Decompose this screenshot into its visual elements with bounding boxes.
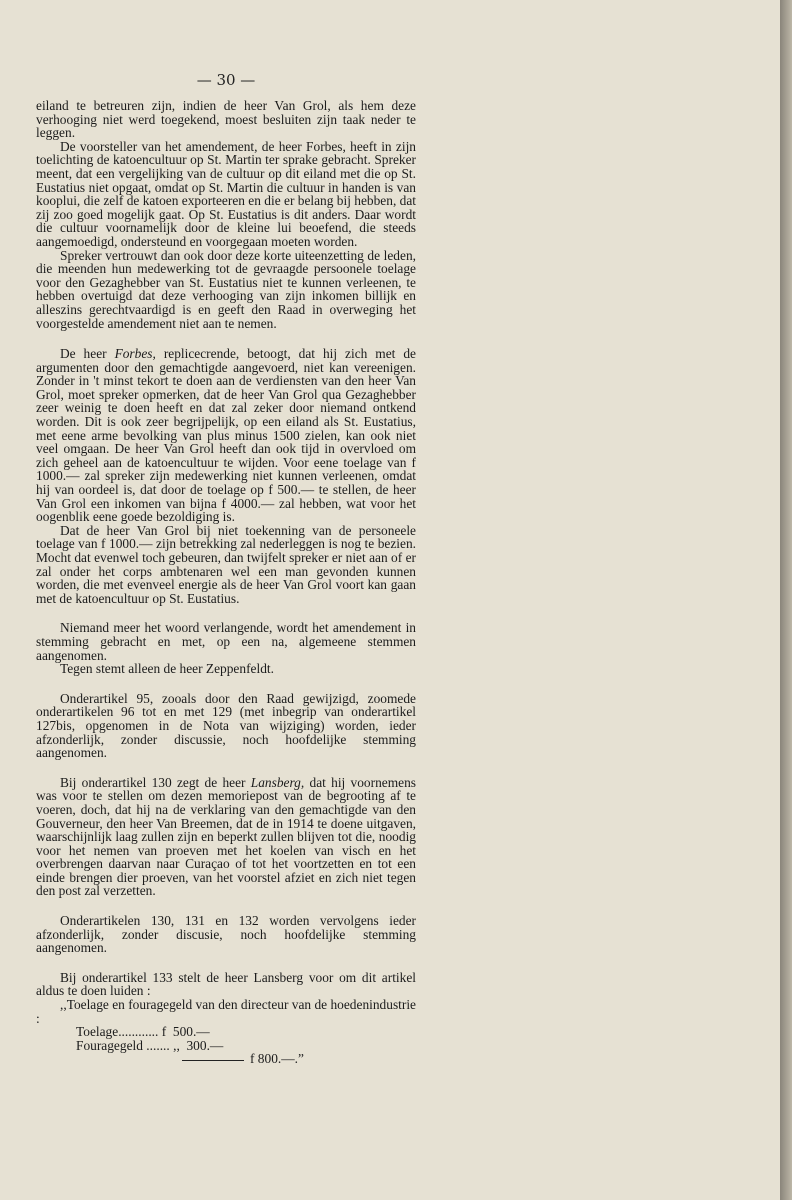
fourage-dots: ....... bbox=[146, 1037, 170, 1053]
fourage-row bbox=[36, 1039, 416, 1053]
speaker-name: Forbes, bbox=[114, 346, 156, 362]
sum-rule bbox=[182, 1060, 244, 1061]
paragraph: De voorsteller van het amendement, de heer Forbes, heeft in zijn toelichting de katoencultuur op St. Martin ter sprake gebracht. Spreker meent, dat een vergelijking van de cultuur op dit eiland met die op St. Eustatius niet opgaat, omdat op St. Martin die cultuur in handen is van kooplui, die zelf de katoen exporteeren en die er belang bij hebben, dat zij zoo goed mogelijk gaat. Op St. Eustatius is dit anders. Daar wordt die cultuur voornamelijk door de kleine lui beoefend, die steeds aangemoedigd, ondersteund en voorgegaan moeten worden. bbox=[36, 138, 416, 249]
paragraph: Niemand meer het woord verlangende, wordt het amendement in stemming gebracht en met, op een na, algemeene stemmen aangenomen. bbox=[36, 620, 416, 663]
page-number: — 30 — bbox=[196, 71, 256, 89]
paragraph-text: dat hij voornemens was voor te stellen om dezen memoriepost van de begrooting af te voeren, doch, dat hij na de verklaring van den gemachtigde van den Gouverneur, den heer Van Breemen, dat de in 1914 te doene uitgaven, waarschijnlijk laag zullen zijn en beperkt zullen blijven tot die, noodig voor het nemen van proeven met het koelen van visch en het overbrengen daarvan naar Curaçao of tot het voortzetten en tot een einde brengen dier proeven, van het voorstel afziet en zich niet tegen den post zal verzetten. bbox=[36, 774, 416, 899]
paragraph: Dat de heer Van Grol bij niet toekenning van de personeele toelage van f 1000.— zijn betrekking zal nederleggen is nog te bezien. Mocht dat evenwel toch gebeuren, dan twijfelt spreker er niet aan of er zal onder het corps ambtenaren wel een man gevonden kunnen worden, die met evenveel energie als de heer Van Grol voort kan gaan met de katoencultuur op St. Eustatius. bbox=[36, 522, 416, 606]
article-ref: Bij onderartikel 130 bbox=[60, 774, 172, 790]
toelage-dots: ............ bbox=[118, 1024, 159, 1040]
paragraph bbox=[36, 347, 416, 524]
fourage-value: ,, 300.— bbox=[173, 1037, 224, 1053]
speaker-name: Lansberg, bbox=[250, 774, 305, 790]
toelage-row bbox=[36, 1025, 416, 1039]
toelage-value: f 500.— bbox=[161, 1024, 210, 1040]
paragraph-text: zegt de heer bbox=[176, 774, 246, 790]
paragraph: Bij onderartikel 133 stelt de heer Lansberg voor om dit artikel aldus te doen luiden : bbox=[36, 969, 416, 999]
paragraph bbox=[36, 776, 416, 898]
toelage-label: Toelage bbox=[76, 1024, 119, 1040]
paragraph: ,,Toelage en fouragegeld van den directeur van de hoedenindustrie : bbox=[36, 997, 416, 1026]
book-spine bbox=[780, 0, 792, 1200]
paragraph-text: replicecrende, betoogt, dat hij zich met de argumenten door den gemachtigde aangevoerd, niet kan vereenigen. Zonder in 't minst tekort te doen aan de verdiensten van den heer Van Grol, moet spreker opmerken, dat de heer Van Grol qua Gezaghebber zeer weinig te doen heeft en dat zal zeker door niemand ontkend worden. Dit is ook zeer begrijpelijk, op een eiland als St. Eustatius, met eene arme bevolking van plus minus 1500 zielen, kan ook niet veel omgaan. De heer Van Grol heeft dan ook tijd in overvloed om zich geheel aan de katoencultuur te wijden. Voor eene toelage van f 1000.— zal spreker zijn medewerking niet kunnen verleenen, omdat hij van oordeel is, dat door de toelage op f 500.— te stellen, de heer Van Grol een inkomen van bijna f 4000.— zal hebben, wat voor het oogenblik eene goede bezoldiging is. bbox=[36, 346, 416, 525]
body-text bbox=[36, 99, 416, 1066]
paragraph: Onderartikel 95, zooals door den Raad gewijzigd, zoomede onderartikelen 96 tot en met 129 (met inbegrip van onderartikel 127bis, opgenomen in de Nota van wijziging) worden, ieder afzonderlijk, zonder discussie, noch hoofdelijke stemming aangenomen. bbox=[36, 690, 416, 761]
paragraph: Tegen stemt alleen de heer Zeppenfeldt. bbox=[60, 661, 274, 677]
total-value: f 800.—.” bbox=[250, 1051, 304, 1067]
total-row bbox=[36, 1052, 416, 1066]
paragraph: Onderartikelen 130, 131 en 132 worden vervolgens ieder afzonderlijk, zonder discusie, noch hoofdelijke stemming aangenomen. bbox=[36, 913, 416, 956]
speaker-prefix: De heer bbox=[60, 346, 107, 362]
paragraph: Spreker vertrouwt dan ook door deze korte uiteenzetting de leden, die meenden hun medewerking tot de gevraagde persoonele toelage voor den Gezaghebber van St. Eustatius niet te kunnen verleenen, te hebben overtuigd dat deze verhooging van zijn inkomen billijk en alleszins gerechtvaardigd is en geeft den Raad in overweging het voorgestelde amendement niet aan te nemen. bbox=[36, 247, 416, 331]
paragraph: eiland te betreuren zijn, indien de heer Van Grol, als hem deze verhooging niet werd toegekend, moest besluiten zijn taak neder te leggen. bbox=[36, 98, 416, 141]
fourage-label: Fouragegeld bbox=[76, 1037, 143, 1053]
